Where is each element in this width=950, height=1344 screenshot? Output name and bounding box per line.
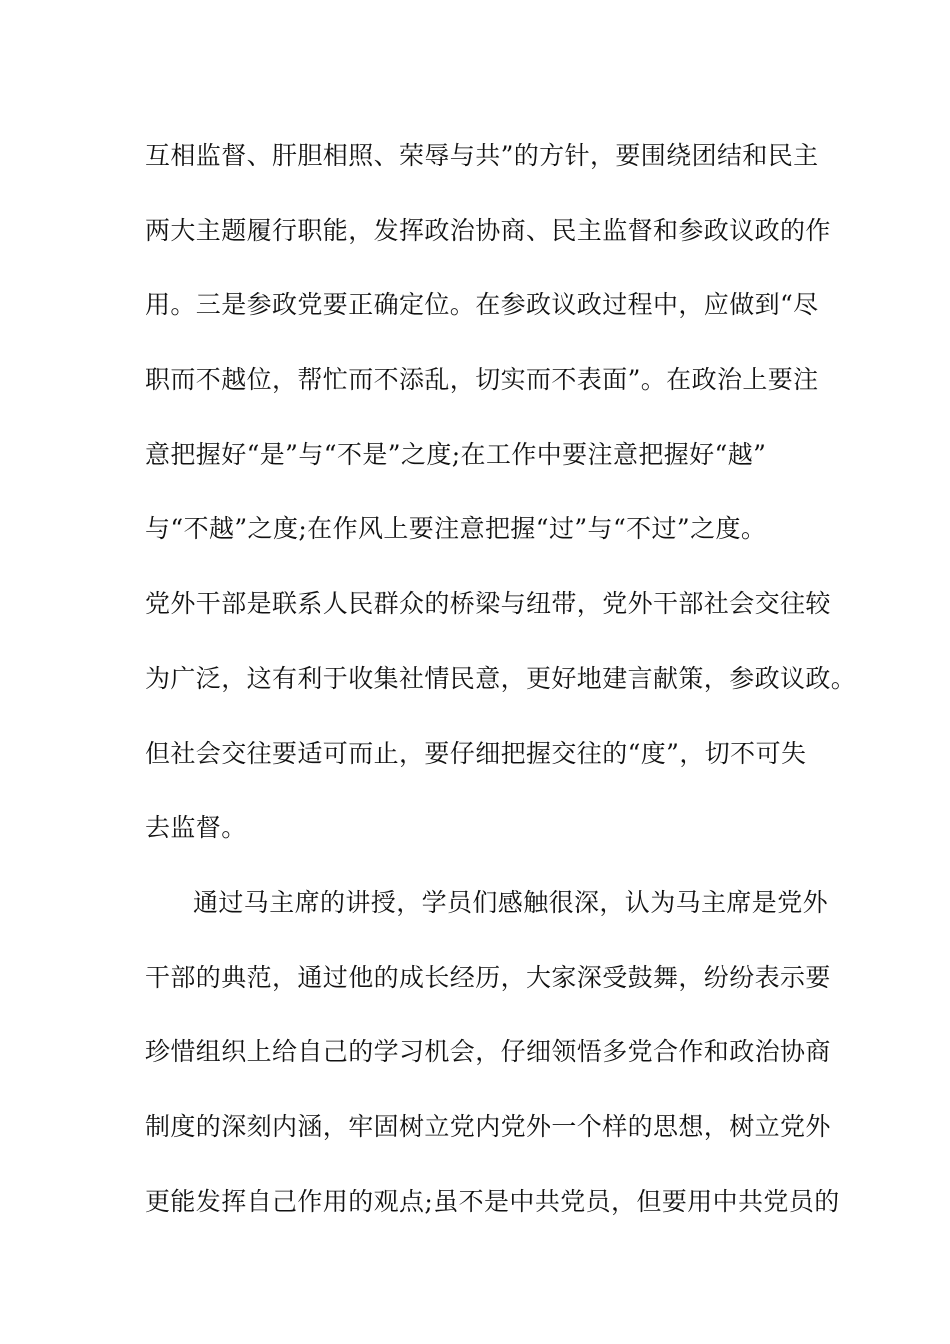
text-line: 与“不越”之度;在作风上要注意把握“过”与“不过”之度。 — [145, 514, 767, 544]
text-line: 用。三是参政党要正确定位。在参政议政过程中，应做到“尽 — [145, 290, 819, 320]
text-line: 党外干部是联系人民群众的桥梁与纽带，党外干部社会交往较 — [145, 589, 831, 619]
text-line: 制度的深刻内涵，牢固树立党内党外一个样的思想，树立党外 — [145, 1111, 831, 1141]
text-line: 职而不越位，帮忙而不添乱，切实而不表面”。在政治上要注 — [145, 365, 819, 395]
text-line: 但社会交往要适可而止，要仔细把握交往的“度”，切不可失 — [145, 738, 807, 768]
text-line: 两大主题履行职能，发挥政治协商、民主监督和参政议政的作 — [145, 215, 831, 245]
body-text — [145, 126, 857, 1246]
text-line: 去监督。 — [145, 813, 247, 843]
paragraph-first-line: 通过马主席的讲授，学员们感触很深，认为马主席是党外 — [193, 887, 829, 917]
text-line: 更能发挥自己作用的观点;虽不是中共党员，但要用中共党员的 — [145, 1186, 840, 1216]
text-line: 为广泛，这有利于收集社情民意，更好地建言献策，参政议政。 — [145, 663, 857, 693]
text-line: 意把握好“是”与“不是”之度;在工作中要注意把握好“越” — [145, 439, 767, 469]
text-line: 互相监督、肝胆相照、荣辱与共”的方针，要围绕团结和民主 — [145, 141, 819, 170]
text-line: 珍惜组织上给自己的学习机会，仔细领悟多党合作和政治协商 — [145, 1037, 831, 1067]
text-line: 干部的典范，通过他的成长经历，大家深受鼓舞，纷纷表示要 — [145, 962, 831, 992]
